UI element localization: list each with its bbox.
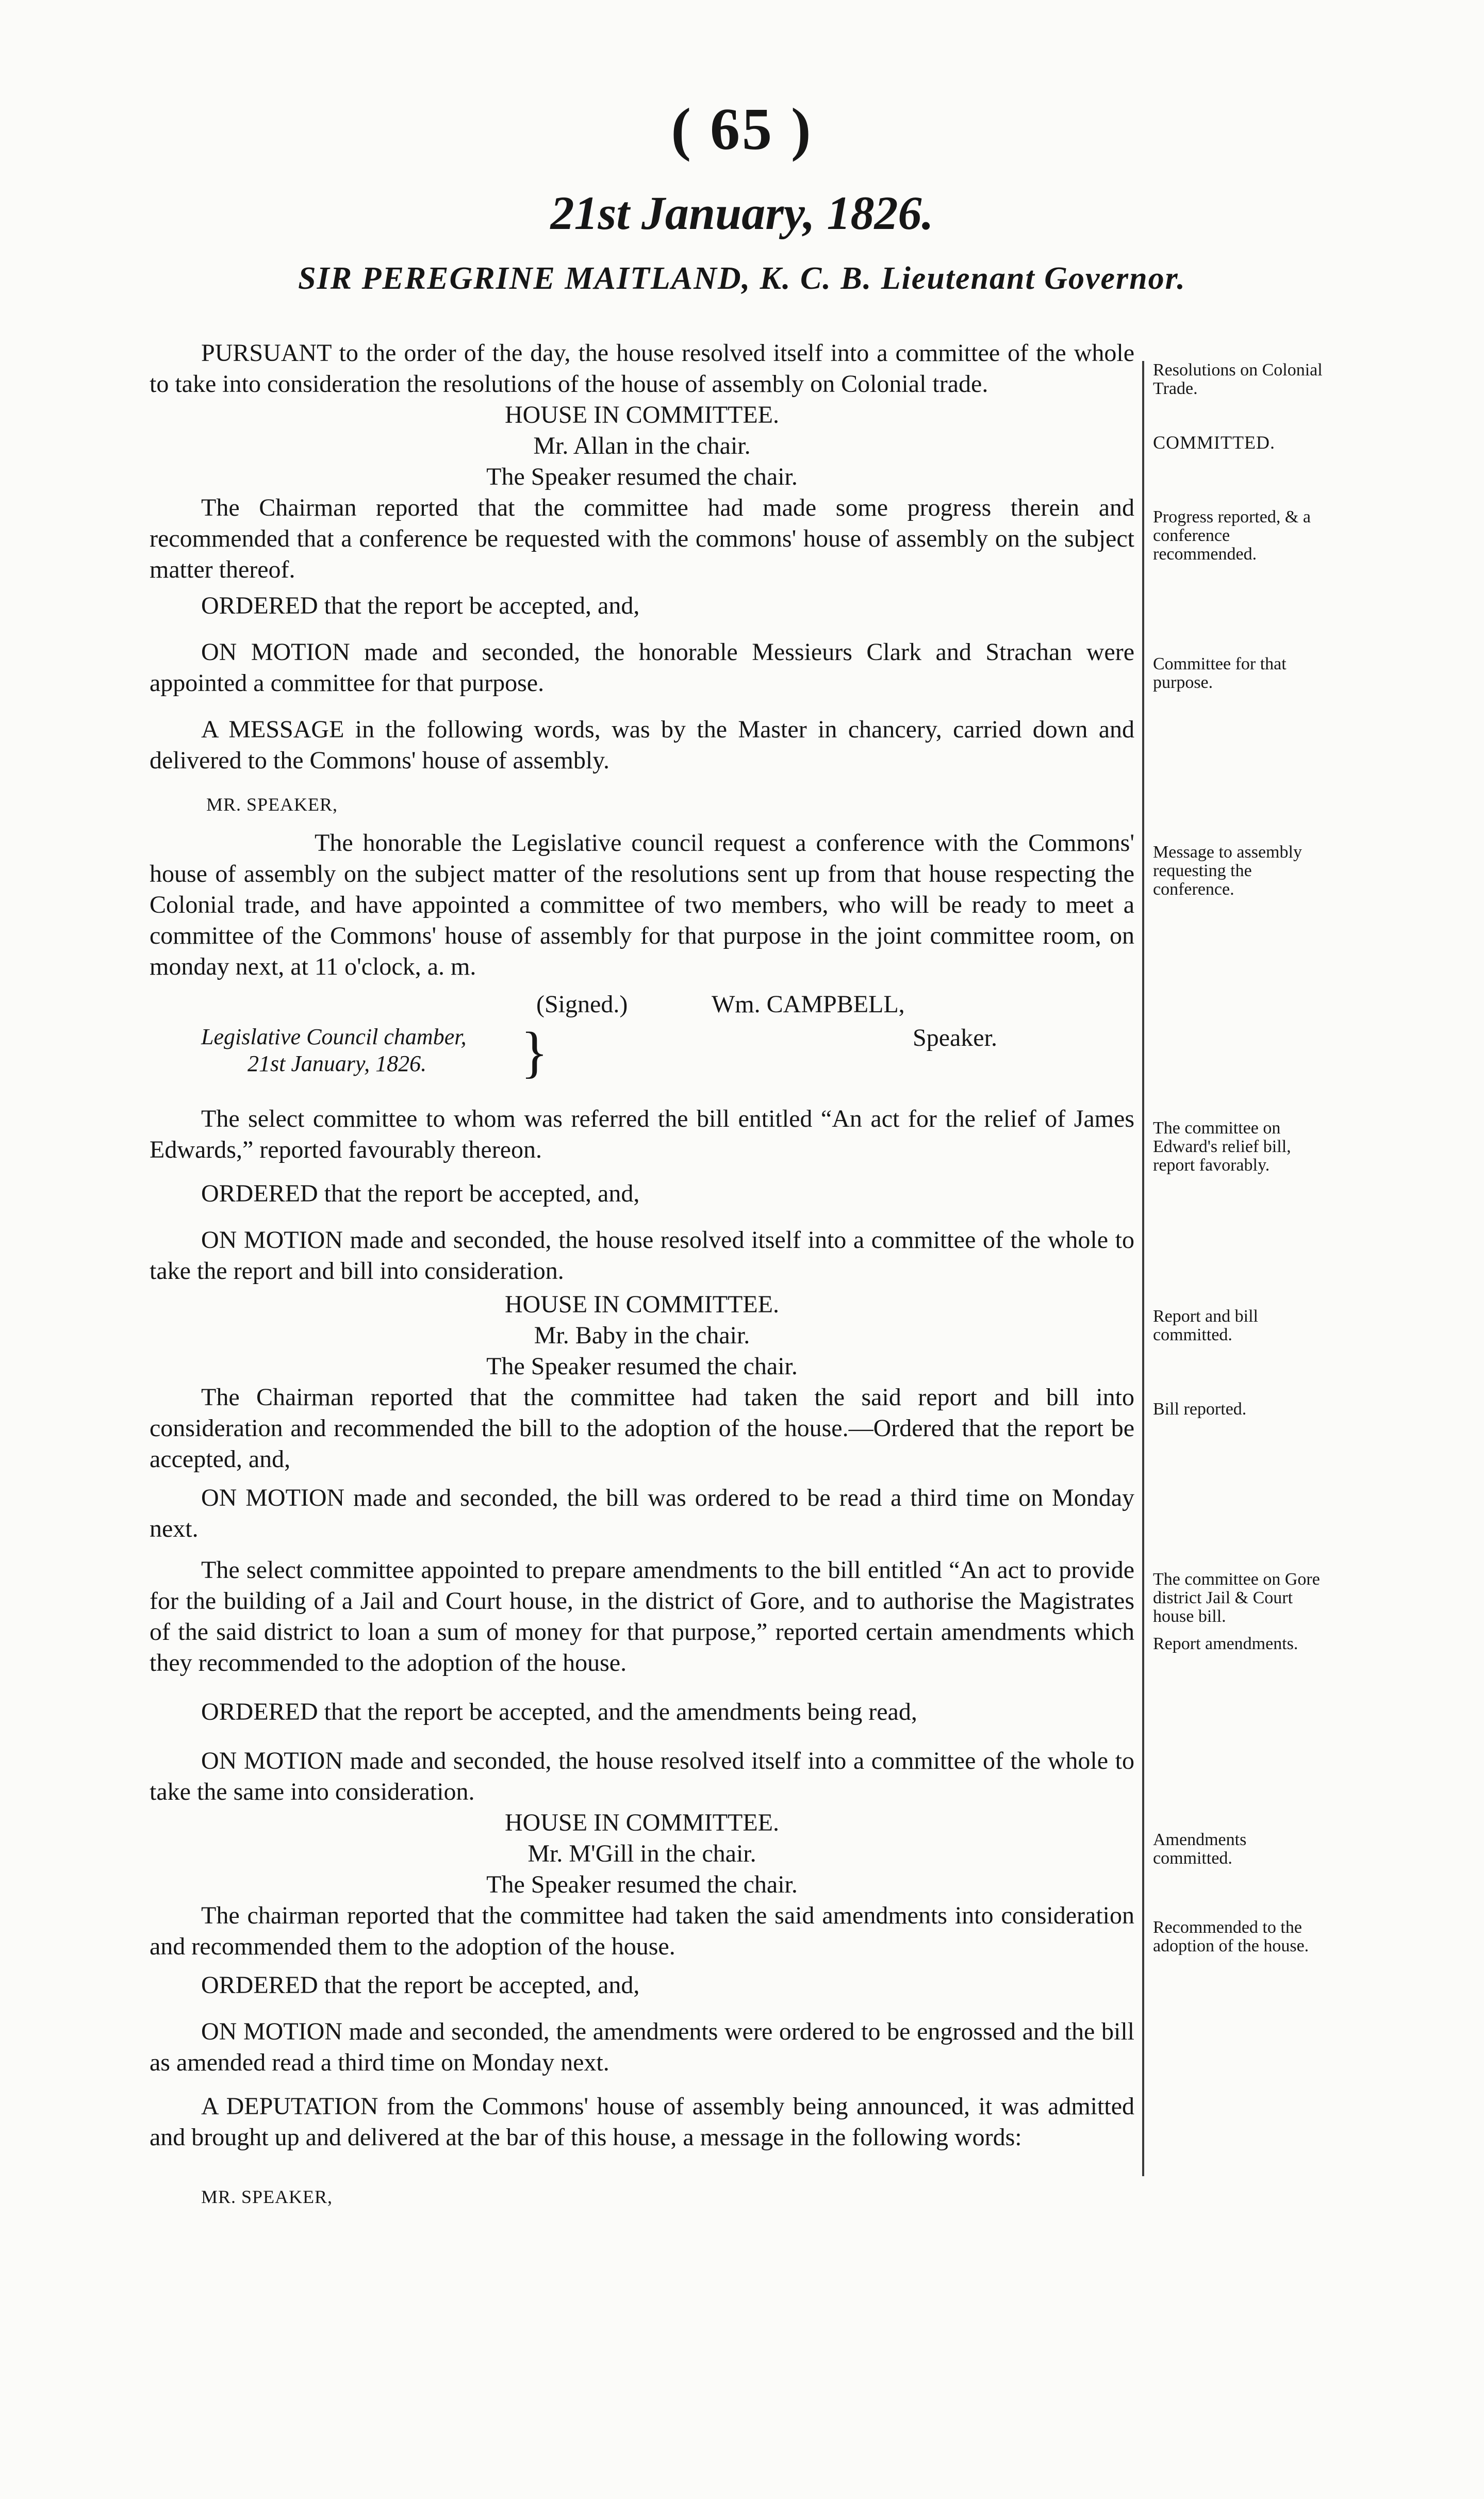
margin-rule <box>1142 361 1144 2176</box>
governor-heading: SIR PEREGRINE MAITLAND, K. C. B. Lieutenant Governor. <box>298 261 1186 296</box>
chair-line-3: Mr. M'Gill in the chair. <box>527 1840 756 1867</box>
margin-note-gore: The committee on Gore district Jail & Court house bill. <box>1153 1570 1320 1626</box>
margin-note-recommended: Recommended to the adoption of the house. <box>1153 1918 1309 1955</box>
paragraph-deputation: A DEPUTATION from the Commons' house of assembly being announced, it was admitted and brought up and delivered at the bar of this house, a message in the following words: <box>150 2093 1134 2151</box>
house-in-committee-heading: HOUSE IN COMMITTEE. <box>505 401 779 429</box>
signer-name: Wm. CAMPBELL, <box>712 991 905 1018</box>
margin-note-edwards: The committee on Edward's relief bill, report favorably. <box>1153 1119 1291 1175</box>
margin-note-report-bill: Report and bill committed. <box>1153 1307 1258 1344</box>
house-in-committee-heading-3: HOUSE IN COMMITTEE. <box>505 1809 779 1836</box>
house-in-committee-heading-2: HOUSE IN COMMITTEE. <box>505 1291 779 1318</box>
margin-note-amendments-committed: Amendments committed. <box>1153 1830 1247 1868</box>
margin-note-progress: Progress reported, & a conference recommended. <box>1153 507 1311 564</box>
margin-note-resolutions: Resolutions on Colonial Trade. <box>1153 360 1323 398</box>
paragraph-ordered-3: ORDERED that the report be accepted, and the amendments being read, <box>201 1698 917 1725</box>
paragraph-motion: ON MOTION made and seconded, the honorable Messieurs Clark and Strachan were appointed a committee for that purpose. <box>150 638 1134 697</box>
speaker-resumed-line-3: The Speaker resumed the chair. <box>486 1871 798 1898</box>
date-heading: 21st January, 1826. <box>550 187 934 239</box>
paragraph-chairman-report: The Chairman reported that the committee had made some progress therein and recommended that a conference be requested with the commons' house of assembly on the subject matter thereof. <box>150 494 1134 583</box>
margin-note-amendments: Report amendments. <box>1153 1634 1298 1653</box>
chamber-place: Legislative Council chamber, <box>201 1024 467 1049</box>
speaker-resumed-line-2: The Speaker resumed the chair. <box>486 1353 798 1380</box>
chamber-date: 21st January, 1826. <box>248 1051 427 1076</box>
paragraph-pursuant: PURSUANT to the order of the day, the house resolved itself into a committee of the whole to take into consideration the resolutions of the house of assembly on Colonial trade. <box>150 339 1134 398</box>
signer-title: Speaker. <box>913 1024 997 1051</box>
signed-label: (Signed.) <box>536 991 628 1018</box>
paragraph-chairman-report-3: The chairman reported that the committee had taken the said amendments into consideration and recommended them to the adoption of the house. <box>150 1902 1134 1960</box>
paragraph-ordered-4: ORDERED that the report be accepted, and, <box>201 1971 640 1999</box>
paragraph-select-committee-gore: The select committee appointed to prepare amendments to the bill entitled “An act to provide for the building of a Jail and Court house, in the district of Gore, and to authorise the Magistrates of the said district to loan a sum of money for that purpose,” reported certain amendments which they recommended to the adoption of the house. <box>150 1556 1134 1676</box>
paragraph-ordered-2: ORDERED that the report be accepted, and, <box>201 1180 640 1207</box>
paragraph-motion-2: ON MOTION made and seconded, the house resolved itself into a committee of the whole to take the report and bill into consideration. <box>150 1226 1134 1285</box>
paragraph-chairman-report-2: The Chairman reported that the committee had taken the said report and bill into consideration and recommended the bill to the adoption of the house.—Ordered that the report be accepted, and, <box>150 1384 1134 1473</box>
paragraph-motion-4: ON MOTION made and seconded, the house resolved itself into a committee of the whole to take the same into consideration. <box>150 1747 1134 1805</box>
paragraph-motion-3: ON MOTION made and seconded, the bill was ordered to be read a third time on Monday next. <box>150 1484 1134 1542</box>
paragraph-ordered: ORDERED that the report be accepted, and, <box>201 592 640 619</box>
chair-line-2: Mr. Baby in the chair. <box>534 1322 750 1349</box>
paragraph-council-request: The honorable the Legislative council request a conference with the Commons' house of assembly on the subject matter of the resolutions sent up from that house respecting the Colonial trade, and have appointed a committee of two members, who will be ready to meet a committee of the Commons' house of assembly for that purpose in the joint committee room, on monday next, at 11 o'clock, a. m. <box>150 829 1134 980</box>
paragraph-select-committee-edwards: The select committee to whom was referred the bill entitled “An act for the relief of James Edwards,” reported favourably thereon. <box>150 1105 1134 1163</box>
salutation: MR. SPEAKER, <box>206 794 338 815</box>
paragraph-message: A MESSAGE in the following words, was by the Master in chancery, carried down and delivered to the Commons' house of assembly. <box>150 716 1134 774</box>
chair-line: Mr. Allan in the chair. <box>533 432 751 459</box>
margin-note-committee: Committee for that purpose. <box>1153 654 1287 692</box>
brace: } <box>521 1021 548 1083</box>
margin-note-bill-reported: Bill reported. <box>1153 1400 1247 1419</box>
margin-note-committed: COMMITTED. <box>1153 432 1275 453</box>
paragraph-motion-5: ON MOTION made and seconded, the amendments were ordered to be engrossed and the bill as amended read a third time on Monday next. <box>150 2018 1134 2076</box>
margin-note-message: Message to assembly requesting the conference. <box>1153 843 1302 899</box>
salutation-2: MR. SPEAKER, <box>201 2186 333 2207</box>
page-number: ( 65 ) <box>671 96 813 162</box>
speaker-resumed-line: The Speaker resumed the chair. <box>486 463 798 490</box>
